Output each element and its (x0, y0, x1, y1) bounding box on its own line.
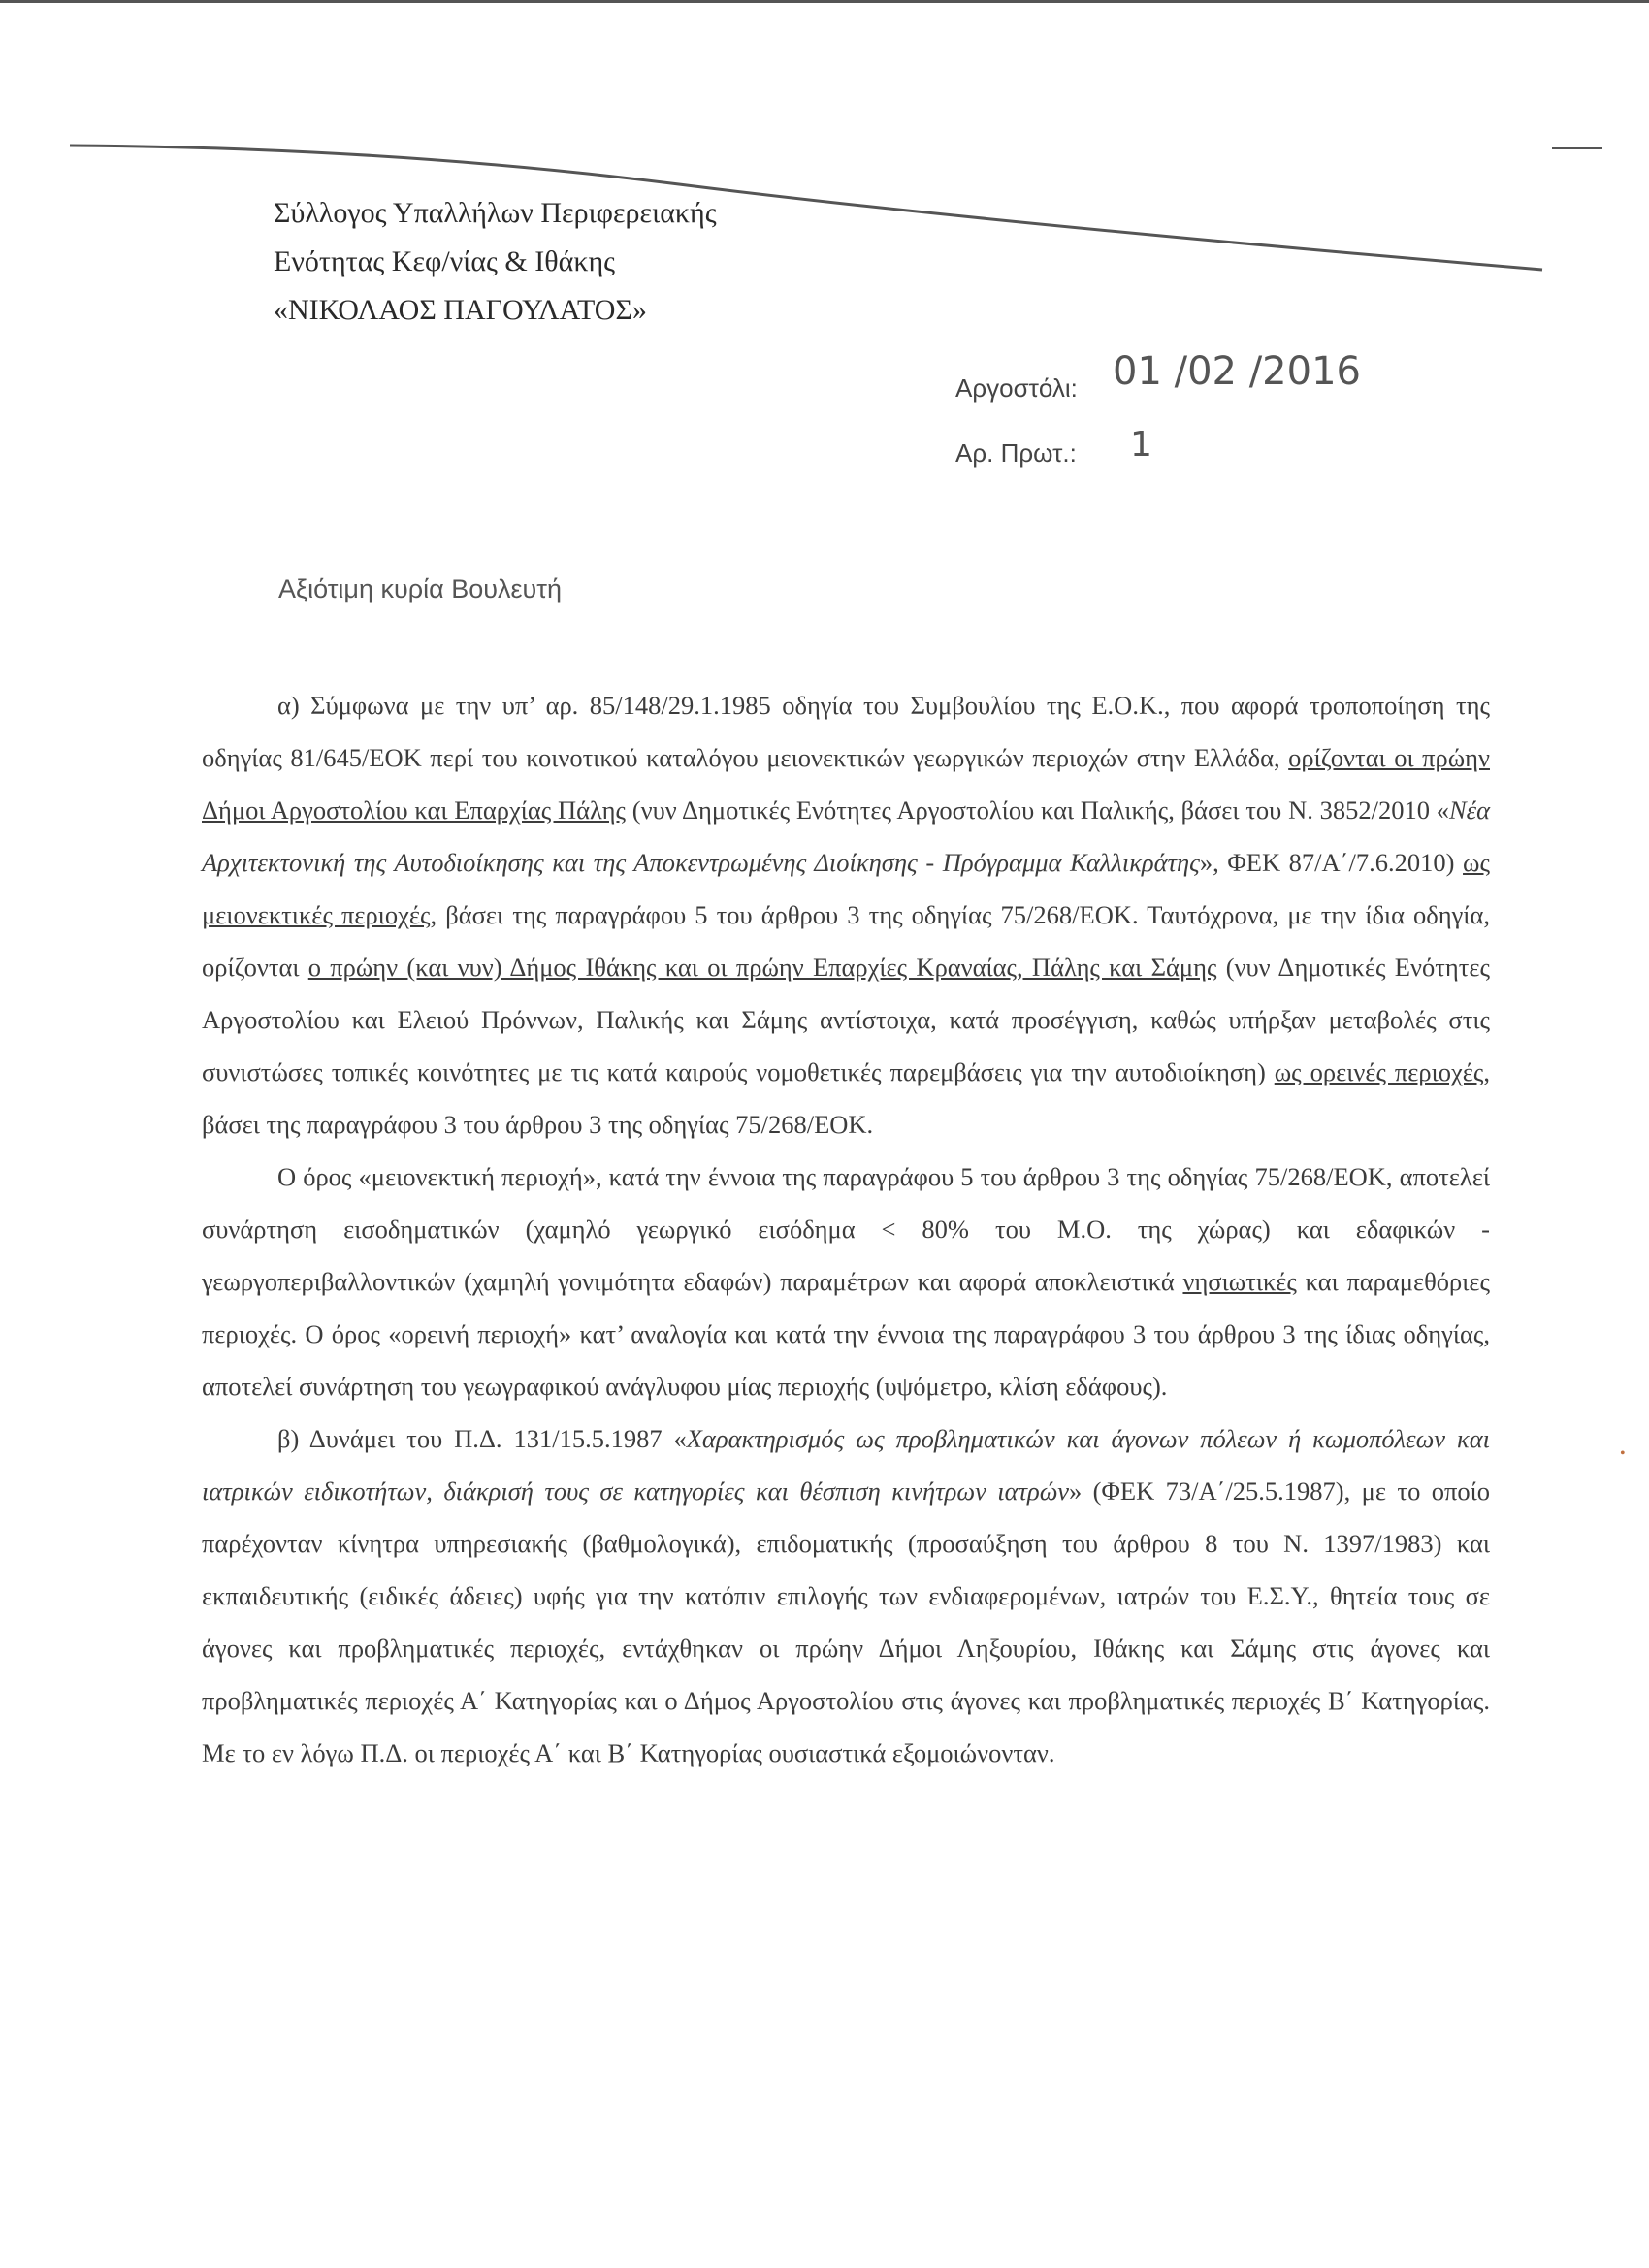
text-run: β) Δυνάμει του Π.Δ. 131/15.5.1987 « (277, 1424, 687, 1453)
handwritten-protocol-number: 1 (1130, 425, 1152, 465)
protocol-label: Αρ. Πρωτ.: (955, 438, 1077, 468)
italic-law-title: Νέα Αρχιτεκτονική της Αυτοδιοίκησης και της Αποκεντρωμένης Διοίκησης - Πρόγραμμα Καλλικράτης (202, 795, 1490, 877)
underlined-text: ως μειονεκτικές περιοχές (202, 848, 1490, 929)
text-run: (νυν Δημοτικές Ενότητες Αργοστολίου και Ελειού Πρόννων, Παλικής και Σάμης αντίστοιχα, κατά προσέγγιση, καθώς υπήρξαν μεταβολές στις συνιστώσες τοπικές κοινότητες με τις κατά καιρούς νομοθετικές παρεμβάσεις για την αυτοδιοίκηση) (202, 953, 1490, 1086)
salutation: Αξιότιμη κυρία Βουλευτή (278, 574, 562, 603)
text-run: και παραμεθόριες περιοχές. Ο όρος «ορεινή περιοχή» κατ’ αναλογία και κατά την έννοια της παραγράφου 3 του άρθρου 3 της ίδιας οδηγίας, αποτελεί συνάρτηση του γεωγραφικού ανάγλυφου μίας περιοχής (υψόμετρο, κλίση εδάφους). (202, 1267, 1490, 1401)
letter-body (202, 679, 1490, 1779)
header-rule (0, 0, 1649, 310)
underlined-text: ο πρώην (και νυν) Δήμος Ιθάκης και οι πρώην Επαρχίες Κραναίας, Πάλης και Σάμης (307, 953, 1217, 982)
text-run: » (ΦΕΚ 73/Α΄/25.5.1987), με το οποίο παρέχονταν κίνητρα υπηρεσιακής (βαθμολογικά), επιδοματικής (προσαύξηση του άρθρου 8 του Ν. 1397/1983) και εκπαιδευτικής (ειδικές άδειες) υφής για την κατόπιν επιλογής των ενδιαφερομένων, ιατρών του Ε.Σ.Υ., θητεία τους σε άγονες και προβληματικές περιοχές, εντάχθηκαν οι πρώην Δήμοι Ληξουρίου, Ιθάκης και Σάμης στις άγονες και προβληματικές περιοχές Α΄ Κατηγορίας και ο Δήμος Αργοστολίου στις άγονες και προβληματικές περιοχές Β΄ Κατηγορίας. Με το εν λόγω Π.Δ. οι περιοχές Α΄ και Β΄ Κατηγορίας ουσιαστικά εξομοιώνονταν. (202, 1476, 1491, 1767)
underlined-text: νησιωτικές (1182, 1267, 1297, 1296)
text-run: , βάσει της παραγράφου 3 του άρθρου 3 της οδηγίας 75/268/ΕΟΚ. (202, 1057, 1490, 1139)
sender-line-1: Σύλλογος Υπαλλήλων Περιφερειακής (274, 197, 717, 229)
underlined-text: ως ορεινές περιοχές (1274, 1057, 1484, 1086)
sender-line-2: Ενότητας Κεφ/νίας & Ιθάκης (274, 245, 616, 277)
paragraph-terms (202, 1150, 1490, 1412)
sender-line-3: «ΝΙΚΟΛΑΟΣ ΠΑΓΟΥΛΑΤΟΣ» (274, 294, 647, 326)
underlined-text: ορίζονται οι πρώην Δήμοι Αργοστολίου και Επαρχίας Πάλης (202, 743, 1490, 825)
place-date-label: Αργοστόλι: (955, 373, 1078, 403)
text-run: Ο όρος «μειονεκτική περιοχή», κατά την έννοια της παραγράφου 5 του άρθρου 3 της οδηγίας 75/268/ΕΟΚ, αποτελεί συνάρτηση εισοδηματικών (χαμηλό γεωργικό εισόδημα < 80% του Μ.Ο. της χώρας) και εδαφικών - γεωργοπεριβαλλοντικών (χαμηλή γονιμότητα εδαφών) παραμέτρων και αφορά αποκλειστικά (202, 1162, 1490, 1296)
text-run: (νυν Δημοτικές Ενότητες Αργοστολίου και Παλικής, βάσει του Ν. 3852/2010 « (626, 795, 1449, 825)
text-run: α) Σύμφωνα με την υπ’ αρ. 85/148/29.1.1985 οδηγία του Συμβουλίου της Ε.Ο.Κ., που αφορά τροποποίηση της οδηγίας 81/645/ΕΟΚ περί του κοινοτικού καταλόγου μειονεκτικών γεωργικών περιοχών στην Ελλάδα, (202, 691, 1490, 772)
text-run: », ΦΕΚ 87/Α΄/7.6.2010) (1199, 848, 1464, 877)
handwritten-date: 01 /02 /2016 (1113, 349, 1361, 394)
text-run: , βάσει της παραγράφου 5 του άρθρου 3 της οδηγίας 75/268/ΕΟΚ. Ταυτόχρονα, με την ίδια οδηγία, ορίζονται (202, 900, 1490, 982)
sender-block (274, 189, 717, 335)
paragraph-a (202, 679, 1490, 1150)
paragraph-b (202, 1412, 1490, 1779)
italic-decree-title: Χαρακτηρισμός ως προβληματικών και άγονων πόλεων ή κωμοπόλεων και ιατρικών ειδικοτήτων, διάκρισή τους σε κατηγορίες και θέσπιση κινήτρων ιατρών (202, 1424, 1490, 1506)
scan-speck: • (1620, 1445, 1626, 1462)
